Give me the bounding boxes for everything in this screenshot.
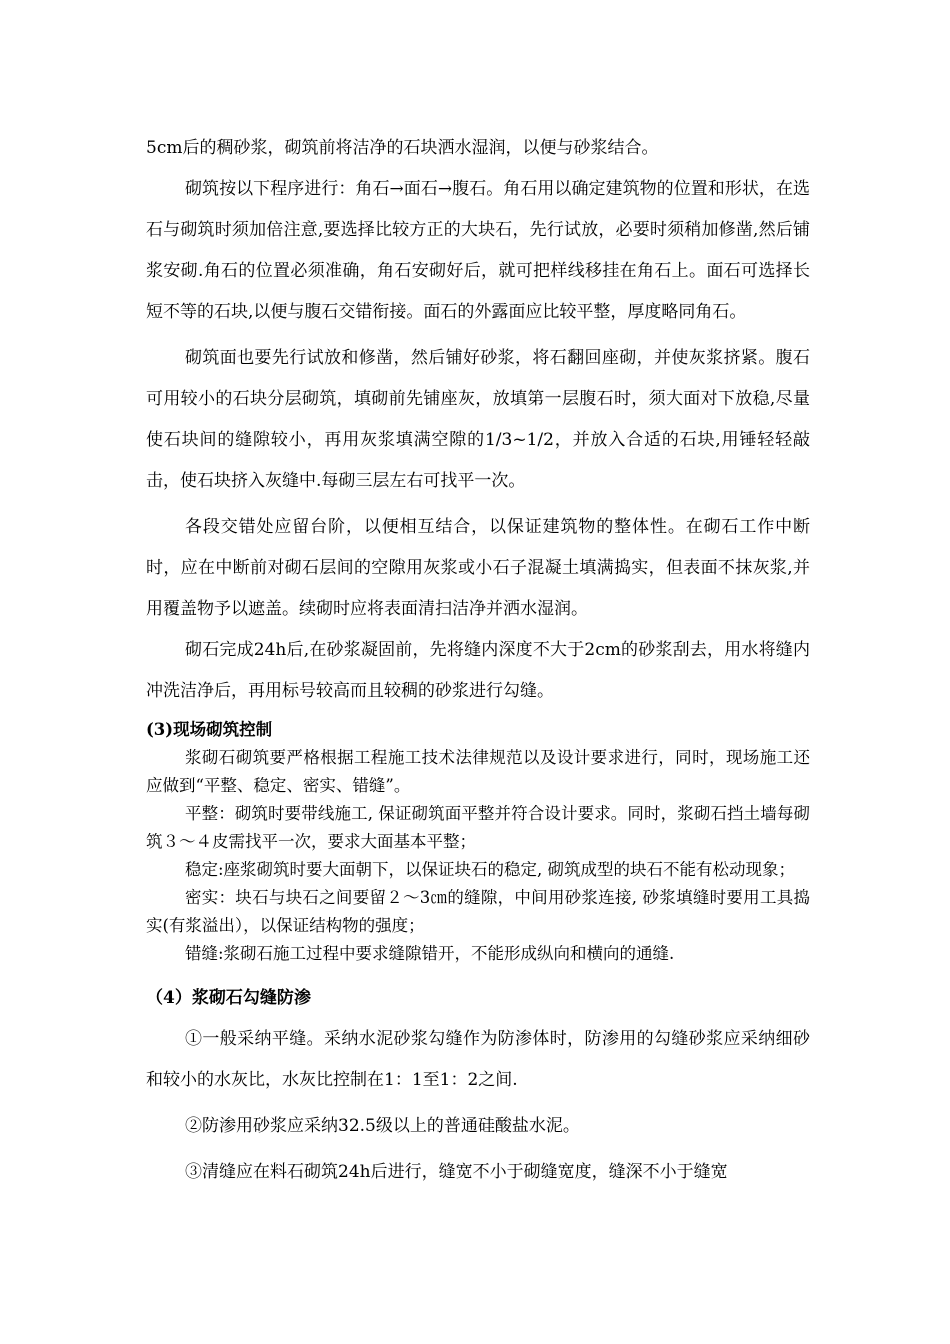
paragraph-flatness: 平整：砌筑时要带线施工, 保证砌筑面平整并符合设计要求。同时，浆砌石挡土墙每砌筑３～４皮需找平一次，要求大面基本平整； [146, 804, 810, 851]
paragraph-masonry-face: 砌筑面也要先行试放和修凿，然后铺好砂浆，将石翻回座砌，并使灰浆挤紧。腹石可用较小的石块分层砌筑，填砌前先铺座灰，放填第一层腹石时，须大面对下放稳,尽量使石块间的缝隙较小，再用灰浆填满空隙的1/3~1/2，并放入合适的石块,用锤轻轻敲击，使石块挤入灰缝中.每砌三层左右可找平一次。 [146, 348, 810, 491]
paragraph-staggered-sections: 各段交错处应留台阶，以便相互结合，以保证建筑物的整体性。在砌石工作中断时，应在中断前对砌石层间的空隙用灰浆或小石子混凝土填满捣实，但表面不抹灰浆,并用覆盖物予以遮盖。续砌时应将表面清扫洁净并洒水湿润。 [146, 517, 810, 619]
paragraph-item-2: ②防渗用砂浆应采纳32.5级以上的普通硅酸盐水泥。 [185, 1116, 580, 1136]
section-heading-site-control: (3)现场砌筑控制 [146, 720, 273, 739]
paragraph-pointing: 砌石完成24h后,在砂浆凝固前，先将缝内深度不大于2cm的砂浆刮去，用水将缝内冲洗洁净后，再用标号较高而且较稠的砂浆进行勾缝。 [146, 640, 810, 701]
paragraph-density: 密实：块石与块石之间要留２～3㎝的缝隙，中间用砂浆连接, 砂浆填缝时要用工具捣实(有浆溢出），以保证结构物的强度； [146, 888, 810, 935]
paragraph-site-requirements: 浆砌石砌筑要严格根据工程施工技术法律规范以及设计要求进行，同时，现场施工还应做到“平整、稳定、密实、错缝”。 [146, 748, 810, 795]
paragraph-staggered-joints: 错缝:浆砌石施工过程中要求缝隙错开，不能形成纵向和横向的通缝. [185, 944, 675, 963]
paragraph-item-1: ①一般采纳平缝。采纳水泥砂浆勾缝作为防渗体时，防渗用的勾缝砂浆应采纳细砂和较小的水灰比，水灰比控制在1：1至1：2之间. [146, 1029, 810, 1090]
paragraph-item-3: ③清缝应在料石砌筑24h后进行，缝宽不小于砌缝宽度，缝深不小于缝宽 [185, 1162, 728, 1182]
paragraph-masonry-sequence: 砌筑按以下程序进行：角石→面石→腹石。角石用以确定建筑物的位置和形状，在选石与砌筑时须加倍注意,要选择比较方正的大块石，先行试放，必要时须稍加修凿,然后铺浆安砌.角石的位置必须准确，角石安砌好后，就可把样线移挂在角石上。面石可选择长短不等的石块,以便与腹石交错衔接。面石的外露面应比较平整，厚度略同角石。 [146, 179, 810, 322]
document-body [146, 128, 810, 1193]
section-heading-pointing-seepage: （4）浆砌石勾缝防渗 [146, 988, 311, 1008]
paragraph-stability: 稳定:座浆砌筑时要大面朝下，以保证块石的稳定, 砌筑成型的块石不能有松动现象； [185, 860, 796, 879]
paragraph-continuation: 5cm后的稠砂浆，砌筑前将洁净的石块洒水湿润，以便与砂浆结合。 [146, 138, 659, 158]
